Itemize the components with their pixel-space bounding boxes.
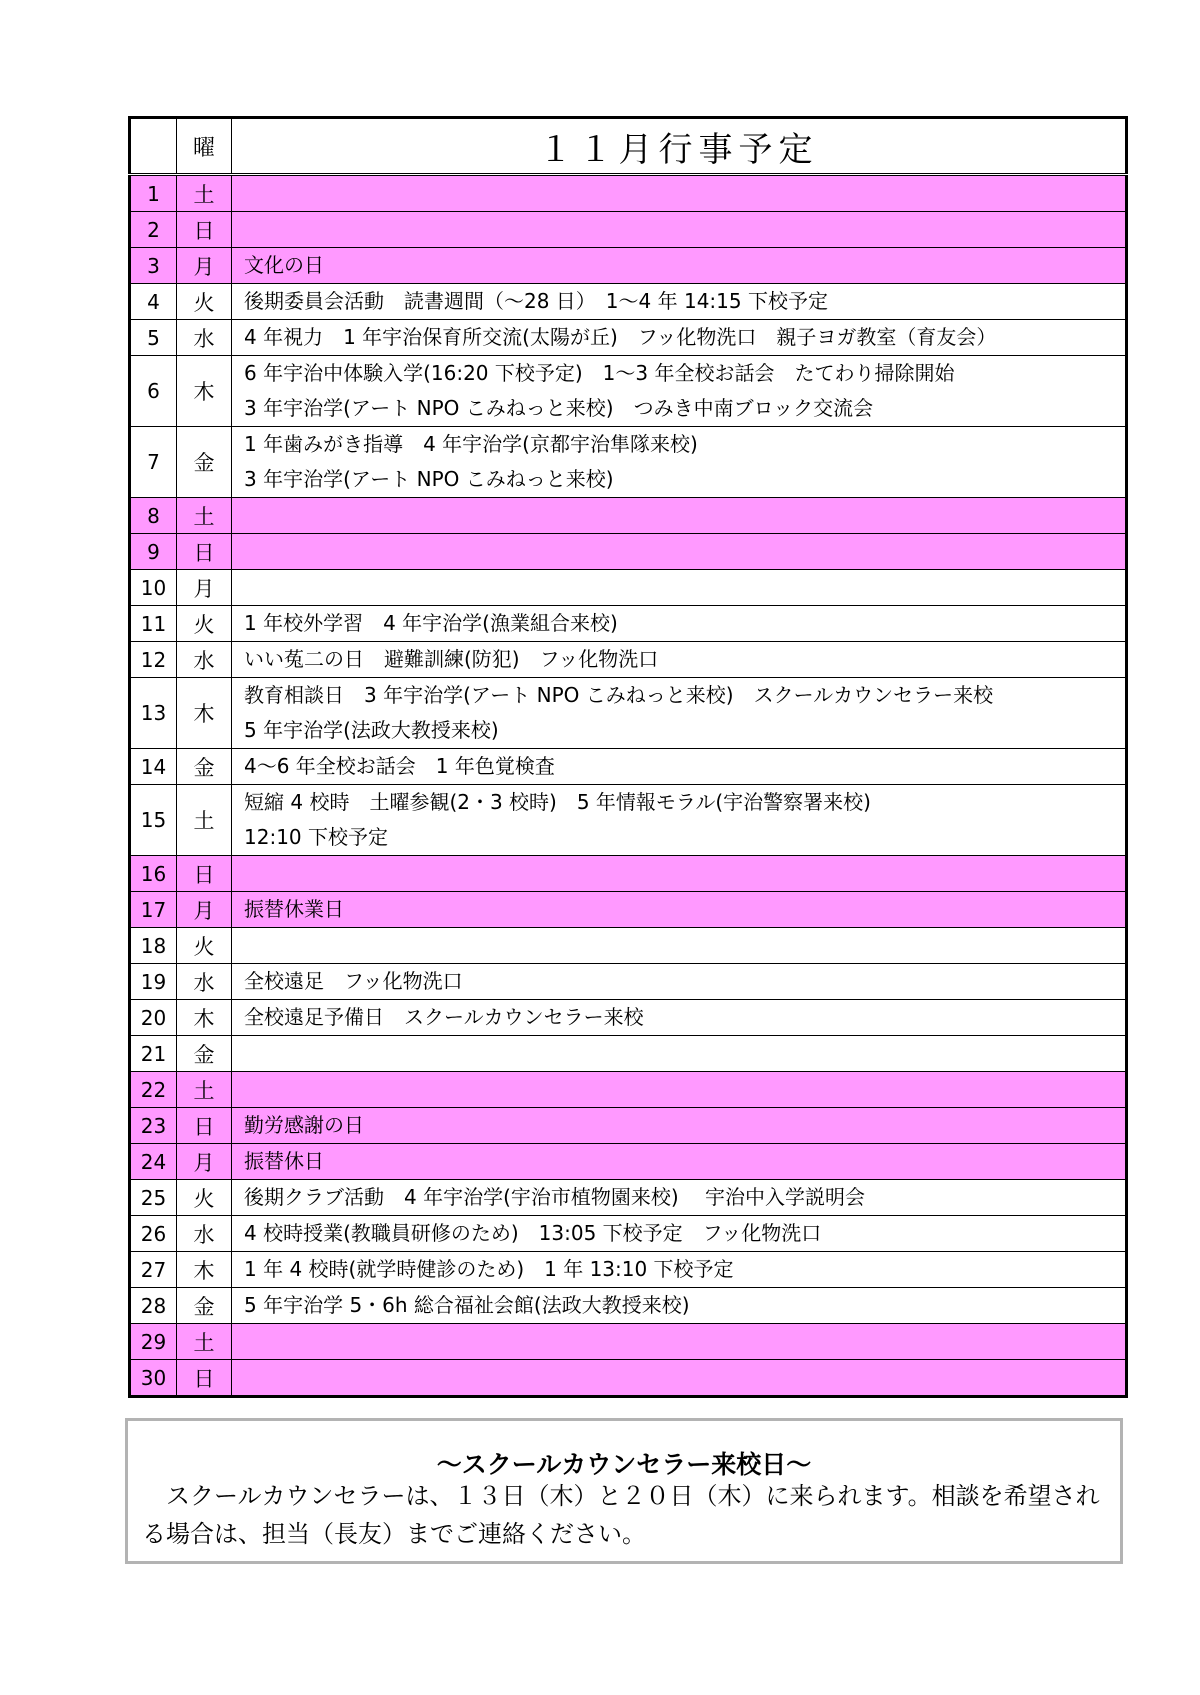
schedule-row <box>130 1324 1127 1360</box>
weekday: 水 <box>177 1216 232 1252</box>
event-line: 振替休日 <box>244 1149 324 1173</box>
weekday: 日 <box>177 212 232 248</box>
day-number: 25 <box>130 1180 177 1216</box>
events-cell <box>232 606 1127 642</box>
events-cell <box>232 498 1127 534</box>
weekday: 水 <box>177 642 232 678</box>
day-number: 23 <box>130 1108 177 1144</box>
schedule-row <box>130 1000 1127 1036</box>
schedule-row <box>130 856 1127 892</box>
event-line: 1 年 4 校時(就学時健診のため) 1 年 13:10 下校予定 <box>244 1257 734 1281</box>
events-cell <box>232 1108 1127 1144</box>
event-line: 4～6 年全校お話会 1 年色覚検査 <box>244 754 555 778</box>
day-number: 17 <box>130 892 177 928</box>
schedule-row <box>130 1072 1127 1108</box>
weekday: 木 <box>177 356 232 427</box>
day-number: 21 <box>130 1036 177 1072</box>
event-line: 1 年校外学習 4 年宇治学(漁業組合来校) <box>244 611 618 635</box>
event-line: 後期委員会活動 読書週間（～28 日） 1～4 年 14:15 下校予定 <box>244 289 828 313</box>
schedule-row <box>130 320 1127 356</box>
event-line: いい菟二の日 避難訓練(防犯) フッ化物洗口 <box>244 647 659 671</box>
counselor-notice-title: ～スクールカウンセラー来校日～ <box>436 1450 812 1479</box>
day-number: 29 <box>130 1324 177 1360</box>
schedule-row <box>130 498 1127 534</box>
events-cell <box>232 1288 1127 1324</box>
weekday: 月 <box>177 248 232 284</box>
events-cell <box>232 175 1127 212</box>
events-cell <box>232 1360 1127 1397</box>
day-number: 3 <box>130 248 177 284</box>
events-cell <box>232 1072 1127 1108</box>
day-number: 13 <box>130 678 177 749</box>
event-line: 1 年歯みがき指導 4 年宇治学(京都宇治隼隊来校) <box>244 432 698 456</box>
schedule-row <box>130 606 1127 642</box>
day-number: 1 <box>130 175 177 212</box>
event-line: 3 年宇治学(アート NPO こみねっと来校) <box>244 467 614 491</box>
weekday: 火 <box>177 284 232 320</box>
schedule-row <box>130 964 1127 1000</box>
event-line: 12:10 下校予定 <box>244 825 388 849</box>
schedule-row <box>130 1360 1127 1397</box>
schedule-row <box>130 284 1127 320</box>
day-column-header <box>130 118 177 175</box>
day-number: 28 <box>130 1288 177 1324</box>
events-cell <box>232 892 1127 928</box>
day-number: 14 <box>130 749 177 785</box>
weekday: 日 <box>177 856 232 892</box>
event-line: 4 校時授業(教職員研修のため) 13:05 下校予定 フッ化物洗口 <box>244 1221 822 1245</box>
weekday: 火 <box>177 1180 232 1216</box>
day-number: 6 <box>130 356 177 427</box>
events-cell <box>232 1000 1127 1036</box>
schedule-table <box>128 116 1128 1398</box>
schedule-row <box>130 642 1127 678</box>
day-number: 16 <box>130 856 177 892</box>
weekday: 土 <box>177 1072 232 1108</box>
schedule-title: １１月行事予定 <box>232 118 1127 175</box>
weekday: 火 <box>177 928 232 964</box>
event-line: 文化の日 <box>244 253 324 277</box>
events-cell <box>232 928 1127 964</box>
schedule-row <box>130 1144 1127 1180</box>
event-line: 振替休業日 <box>244 897 344 921</box>
weekday: 金 <box>177 427 232 498</box>
events-cell <box>232 1252 1127 1288</box>
counselor-notice-body: スクールカウンセラーは、１３日（木）と２０日（木）に来られます。相談を希望される場合は、担当（長友）までご連絡ください。 <box>142 1482 1100 1548</box>
events-cell <box>232 642 1127 678</box>
event-line: 勤労感謝の日 <box>244 1113 364 1137</box>
day-number: 10 <box>130 570 177 606</box>
event-line: 3 年宇治学(アート NPO こみねっと来校) つみき中南ブロック交流会 <box>244 396 874 420</box>
weekday: 木 <box>177 1000 232 1036</box>
event-line: 4 年視力 1 年宇治保育所交流(太陽が丘) フッ化物洗口 親子ヨガ教室（育友会） <box>244 325 997 349</box>
day-number: 19 <box>130 964 177 1000</box>
counselor-notice-box <box>125 1418 1123 1564</box>
schedule-row <box>130 749 1127 785</box>
day-number: 8 <box>130 498 177 534</box>
weekday: 月 <box>177 892 232 928</box>
day-number: 24 <box>130 1144 177 1180</box>
day-number: 27 <box>130 1252 177 1288</box>
events-cell <box>232 212 1127 248</box>
event-line: 教育相談日 3 年宇治学(アート NPO こみねっと来校) スクールカウンセラー来校 <box>244 683 994 707</box>
day-number: 15 <box>130 785 177 856</box>
events-cell <box>232 749 1127 785</box>
events-cell <box>232 785 1127 856</box>
day-number: 26 <box>130 1216 177 1252</box>
weekday: 金 <box>177 749 232 785</box>
events-cell <box>232 1180 1127 1216</box>
events-cell <box>232 856 1127 892</box>
schedule-row <box>130 785 1127 856</box>
schedule-row <box>130 427 1127 498</box>
weekday: 土 <box>177 498 232 534</box>
weekday: 土 <box>177 785 232 856</box>
day-number: 30 <box>130 1360 177 1397</box>
events-cell <box>232 678 1127 749</box>
day-number: 22 <box>130 1072 177 1108</box>
schedule-row <box>130 356 1127 427</box>
weekday: 金 <box>177 1288 232 1324</box>
events-cell <box>232 284 1127 320</box>
weekday: 日 <box>177 1360 232 1397</box>
day-number: 2 <box>130 212 177 248</box>
events-cell <box>232 964 1127 1000</box>
day-number: 20 <box>130 1000 177 1036</box>
events-cell <box>232 1324 1127 1360</box>
weekday: 月 <box>177 1144 232 1180</box>
events-cell <box>232 570 1127 606</box>
event-line: 後期クラブ活動 4 年宇治学(宇治市植物園来校) 宇治中入学説明会 <box>244 1185 866 1209</box>
schedule-header-row <box>130 118 1127 175</box>
weekday: 水 <box>177 320 232 356</box>
schedule-row <box>130 1108 1127 1144</box>
schedule-row <box>130 570 1127 606</box>
events-cell <box>232 1216 1127 1252</box>
event-line: 6 年宇治中体験入学(16:20 下校予定) 1～3 年全校お話会 たてわり掃除開始 <box>244 361 955 385</box>
day-number: 9 <box>130 534 177 570</box>
schedule-row <box>130 678 1127 749</box>
events-cell <box>232 1036 1127 1072</box>
weekday: 金 <box>177 1036 232 1072</box>
weekday: 月 <box>177 570 232 606</box>
events-cell <box>232 320 1127 356</box>
weekday: 木 <box>177 678 232 749</box>
day-number: 11 <box>130 606 177 642</box>
day-number: 18 <box>130 928 177 964</box>
weekday: 日 <box>177 1108 232 1144</box>
schedule-row <box>130 928 1127 964</box>
weekday: 火 <box>177 606 232 642</box>
weekday: 日 <box>177 534 232 570</box>
schedule-row <box>130 892 1127 928</box>
events-cell <box>232 1144 1127 1180</box>
schedule-row <box>130 1216 1127 1252</box>
schedule-row <box>130 1288 1127 1324</box>
event-line: 全校遠足予備日 スクールカウンセラー来校 <box>244 1005 644 1029</box>
events-cell <box>232 356 1127 427</box>
schedule-body <box>130 175 1127 1397</box>
day-number: 5 <box>130 320 177 356</box>
weekday: 木 <box>177 1252 232 1288</box>
event-line: 全校遠足 フッ化物洗口 <box>244 969 463 993</box>
event-line: 5 年宇治学 5・6h 総合福祉会館(法政大教授来校) <box>244 1293 690 1317</box>
events-cell <box>232 248 1127 284</box>
schedule-row <box>130 175 1127 212</box>
day-number: 7 <box>130 427 177 498</box>
schedule-row <box>130 248 1127 284</box>
events-cell <box>232 534 1127 570</box>
schedule-row <box>130 1252 1127 1288</box>
day-number: 4 <box>130 284 177 320</box>
event-line: 5 年宇治学(法政大教授来校) <box>244 718 499 742</box>
schedule-row <box>130 212 1127 248</box>
events-cell <box>232 427 1127 498</box>
weekday-column-header: 曜 <box>177 118 232 175</box>
schedule-row <box>130 534 1127 570</box>
schedule-row <box>130 1036 1127 1072</box>
weekday: 土 <box>177 175 232 212</box>
schedule-row <box>130 1180 1127 1216</box>
event-line: 短縮 4 校時 土曜参観(2・3 校時) 5 年情報モラル(宇治警察署来校) <box>244 790 871 814</box>
weekday: 水 <box>177 964 232 1000</box>
weekday: 土 <box>177 1324 232 1360</box>
day-number: 12 <box>130 642 177 678</box>
